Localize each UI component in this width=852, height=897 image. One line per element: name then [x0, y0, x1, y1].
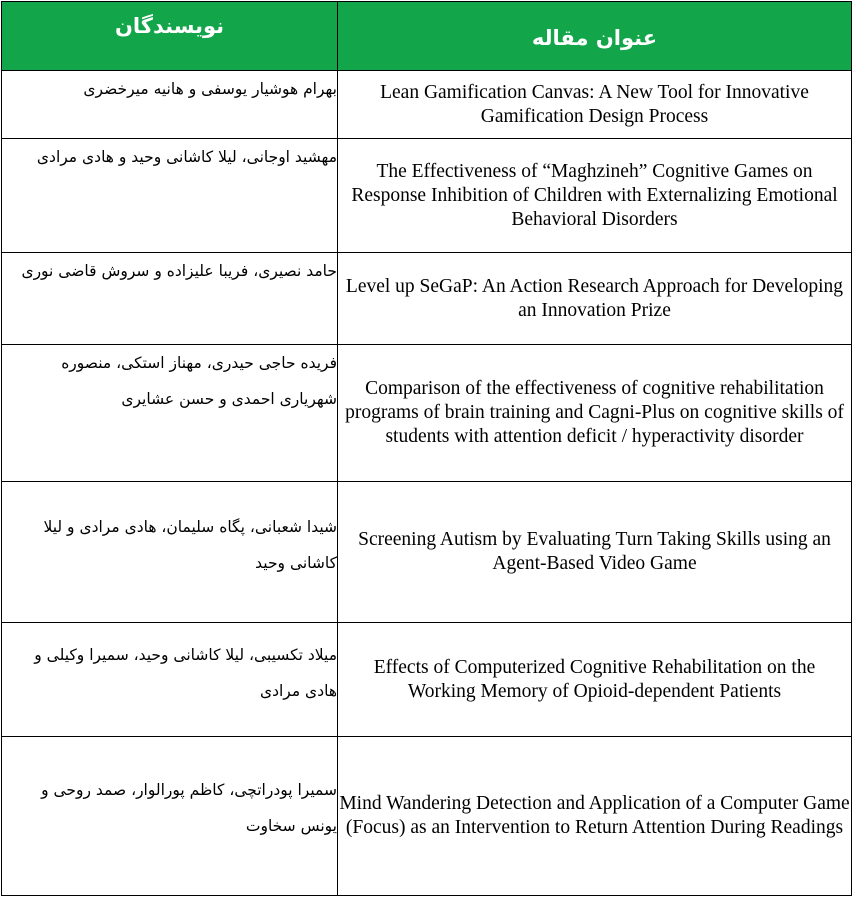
authors-header-label: نویسندگان — [114, 14, 225, 38]
title-cell: Comparison of the effectiveness of cognitive rehabilitation programs of brain training and Cagni-Plus on cognitive skills of students with attention deficit / hyperactivity disorder — [338, 345, 852, 482]
table-row — [2, 737, 852, 896]
table-row — [2, 253, 852, 345]
authors-cell: مهشید اوجانی، لیلا کاشانی وحید و هادی مرادی — [2, 139, 338, 253]
authors-cell: بهرام هوشیار یوسفی و هانیه میرخضری — [2, 71, 338, 139]
table-header-row — [2, 2, 852, 71]
title-cell: Mind Wandering Detection and Application of a Computer Game (Focus) as an Intervention to Return Attention During Readings — [338, 737, 852, 896]
title-cell: Effects of Computerized Cognitive Rehabilitation on the Working Memory of Opioid-dependent Patients — [338, 623, 852, 737]
table-row — [2, 139, 852, 253]
title-column-header — [338, 2, 852, 71]
authors-cell: شیدا شعبانی، پگاه سلیمان، هادی مرادی و لیلا کاشانی وحید — [2, 482, 338, 623]
authors-column-header — [2, 2, 338, 71]
authors-cell: میلاد تکسیبی، لیلا کاشانی وحید، سمیرا وکیلی و هادی مرادی — [2, 623, 338, 737]
table-row — [2, 345, 852, 482]
title-cell: Level up SeGaP: An Action Research Approach for Developing an Innovation Prize — [338, 253, 852, 345]
title-cell: Lean Gamification Canvas: A New Tool for Innovative Gamification Design Process — [338, 71, 852, 139]
authors-cell: حامد نصیری، فریبا علیزاده و سروش قاضی نوری — [2, 253, 338, 345]
title-header-label: عنوان مقاله — [531, 26, 658, 50]
table-row — [2, 482, 852, 623]
table-row — [2, 623, 852, 737]
title-cell: The Effectiveness of “Maghzineh” Cognitive Games on Response Inhibition of Children with Externalizing Emotional Behavioral Disorders — [338, 139, 852, 253]
authors-cell: فریده حاجی حیدری، مهناز استکی، منصوره شهریاری احمدی و حسن عشایری — [2, 345, 338, 482]
table-row — [2, 71, 852, 139]
papers-table — [1, 1, 852, 896]
title-cell: Screening Autism by Evaluating Turn Taking Skills using an Agent-Based Video Game — [338, 482, 852, 623]
authors-cell: سمیرا پودراتچی، کاظم پورالوار، صمد روحی و یونس سخاوت — [2, 737, 338, 896]
